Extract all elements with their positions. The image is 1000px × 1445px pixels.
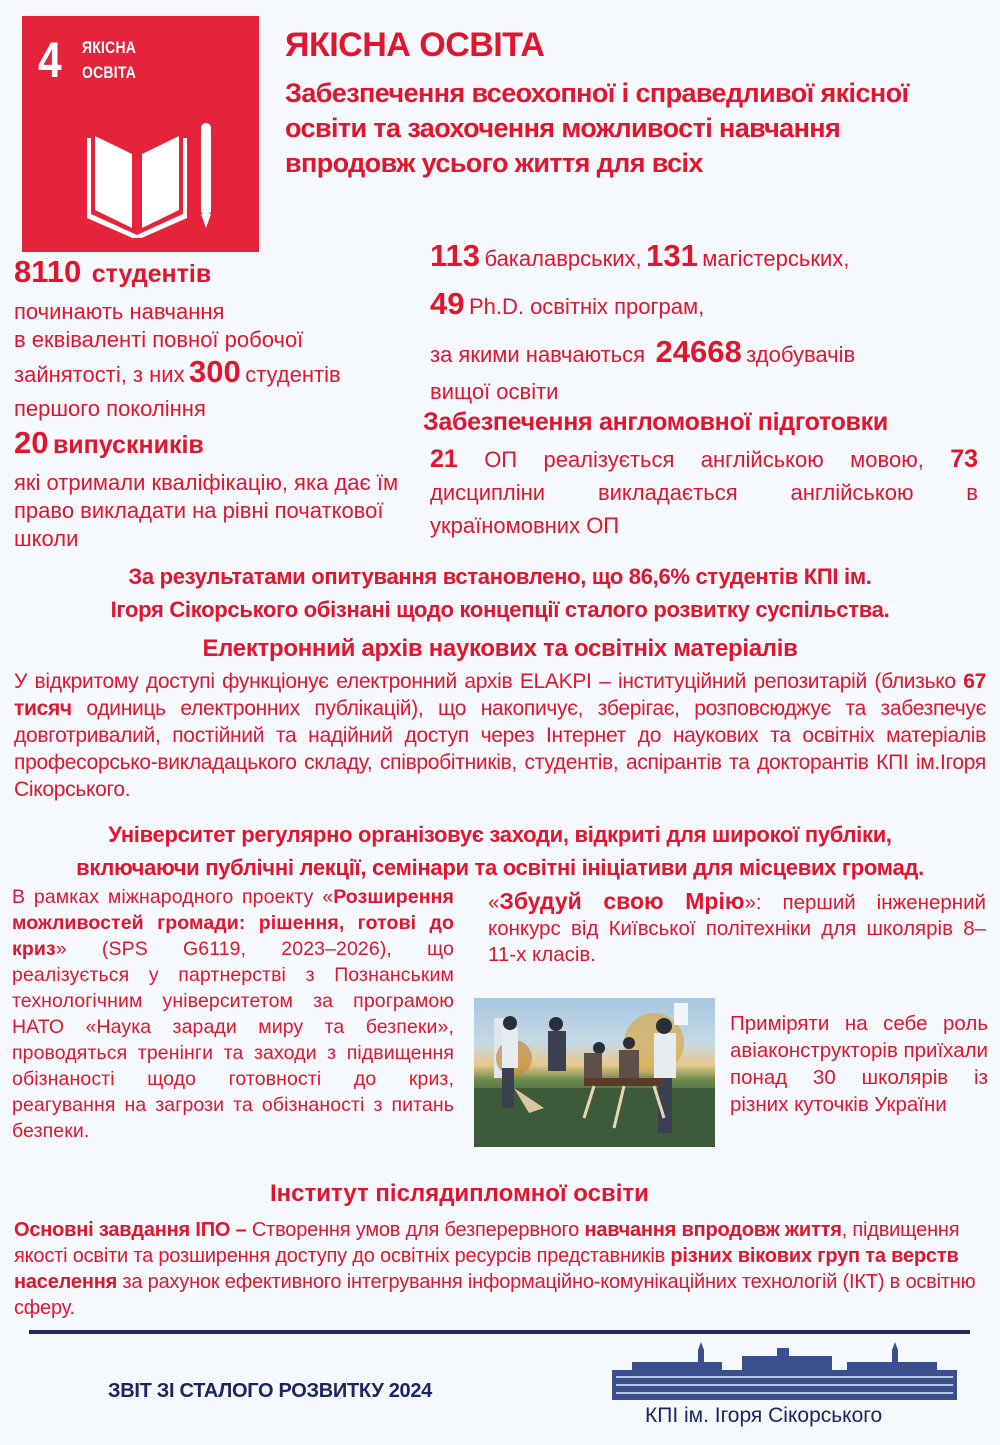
sdg-4-tile (22, 16, 259, 252)
book-pencil-icon (72, 108, 232, 238)
disciplines-text: дисципліни викладається англійською в україномовних ОП (430, 480, 978, 538)
contest-name: Збудуй свою Мрію (499, 888, 745, 914)
quote-close: » (744, 891, 756, 914)
students-label: студентів (91, 260, 212, 288)
ipo-bold-2: різних вікових груп та верств населення (14, 1245, 959, 1293)
enrolled-label: здобувачів (746, 342, 856, 367)
project-description (12, 884, 454, 1144)
project-name: Розширення можливостей громади: рішення, готові до криз (12, 886, 454, 960)
english-section-heading: Забезпечення англомовної підготовки (423, 408, 888, 436)
enrolled-prefix: за якими навчаються (430, 342, 646, 367)
phd-number: 49 (430, 286, 465, 321)
students-text-4: першого покоління (14, 396, 206, 421)
phd-label: Ph.D. освітніх програм, (468, 294, 705, 319)
quote-open: « (488, 891, 500, 914)
footer-divider (29, 1330, 970, 1334)
ipo-body (14, 1217, 989, 1321)
archive-heading: Електронний архів наукових та освітніх матеріалів (202, 635, 798, 662)
university-building-icon (612, 1342, 957, 1402)
students-text-2: в еквіваленті повної робочої (14, 327, 304, 352)
ipo-heading: Інститут післядипломної освіти (270, 1180, 649, 1207)
sdg-number: 4 (38, 32, 62, 88)
graduates-number: 20 (14, 425, 49, 460)
programs-text: ОП реалізується англійською мовою, (484, 447, 924, 472)
enrollment-stats (14, 252, 404, 553)
survey-line-2: Ігоря Сікорського обізнані щодо концепції сталого розвитку суспільства. (110, 597, 890, 622)
bachelor-number: 113 (430, 238, 481, 273)
bachelor-label: бакалаврських, (484, 246, 642, 271)
project-text-before: В рамках міжнародного проекту « (12, 886, 334, 908)
disciplines-number: 73 (950, 445, 978, 473)
programs-stats (430, 235, 975, 405)
enrolled-suffix: вищої освіти (430, 379, 559, 404)
report-title: ЗВІТ ЗІ СТАЛОГО РОЗВИТКУ 2024 (108, 1380, 433, 1402)
sdg-label-line1: ЯКІСНА (82, 38, 137, 57)
ipo-text-3: за рахунок ефективного інтегрування інформаційно-комунікаційних технологій (ІКТ) в освітню сферу. (14, 1271, 976, 1319)
students-number: 8110 (14, 254, 82, 289)
survey-statement (0, 560, 1000, 626)
events-statement (0, 818, 1000, 884)
first-gen-label: студентів (245, 362, 341, 387)
survey-line-1: За результатами опитування встановлено, що 86,6% студентів КПІ ім. (128, 564, 872, 589)
project-text-after: » (SPS G6119, 2023–2026), що реалізується у партнерстві з Познанським технологічним університетом за програмою НАТО «Наука заради миру та безпеки», проводяться тренінги та заходи з підвищення обізнаності щодо готовності до криз, реагування на загрози та обізнаності з питань безпеки. (12, 938, 454, 1142)
graduates-text: які отримали кваліфікацію, яка дає їм право викладати на рівні початкової школи (14, 470, 399, 551)
ipo-text-1: Створення умов для безперервного (246, 1219, 585, 1241)
photo-caption: Приміряти на себе роль авіаконструкторів приїхали понад 30 школярів із різних куточків України (730, 1012, 989, 1116)
page-subtitle: Забезпечення всеохопної і справедливої якісної освіти та заохочення можливості навчання впродовж усього життя для всіх (285, 78, 909, 178)
archive-highlight: 67 тисяч (14, 670, 986, 720)
graduates-label: випускників (52, 431, 204, 459)
photo-illustration (474, 998, 715, 1147)
school-students-photo (474, 998, 715, 1147)
dream-contest-description (488, 888, 986, 968)
ipo-lead: Основні завдання ІПО – (14, 1219, 247, 1241)
events-line-2: включаючи публічні лекції, семінари та освітні ініціативи для місцевих громад. (76, 855, 924, 880)
events-line-1: Університет регулярно організовує заходи, відкриті для широкої публіки, (108, 822, 892, 847)
first-gen-number: 300 (189, 354, 241, 389)
ipo-bold-1: навчання впродовж життя (584, 1219, 842, 1241)
page-title: ЯКІСНА ОСВІТА (285, 26, 545, 64)
master-label: магістерських, (702, 246, 850, 271)
ipo-text-2: , підвищення якості освіти та розширення доступу до освітніх ресурсів представників (14, 1219, 960, 1267)
students-text-3: зайнятості, з них (14, 362, 185, 387)
english-section-body (430, 443, 978, 542)
students-text-1: починають навчання (14, 299, 225, 324)
archive-text-before: У відкритому доступі функціонує електронний архів ELAKPI – інституційний репозитарій (близько (14, 670, 956, 693)
enrolled-number: 24668 (655, 334, 742, 369)
organization-name: КПІ ім. Ігоря Сікорського (645, 1404, 883, 1427)
programs-number: 21 (430, 445, 458, 473)
contest-text: : перший інженерний конкурс від Київської політехніки для школярів 8–11-х класів. (488, 891, 986, 966)
archive-body (14, 668, 986, 803)
archive-text-after: одиниць електронних публікацій), що накопичує, зберігає, розповсюджує та забезпечує довготривалий, постійний та надійний доступ через Інтернет до наукових та освітніх матеріалів професорсько-викладацького складу, співробітників, студентів, аспірантів та докторантів КПІ ім.Ігоря Сікорського. (14, 697, 986, 801)
sdg-label-line2: ОСВІТА (82, 63, 137, 82)
master-number: 131 (646, 238, 698, 273)
